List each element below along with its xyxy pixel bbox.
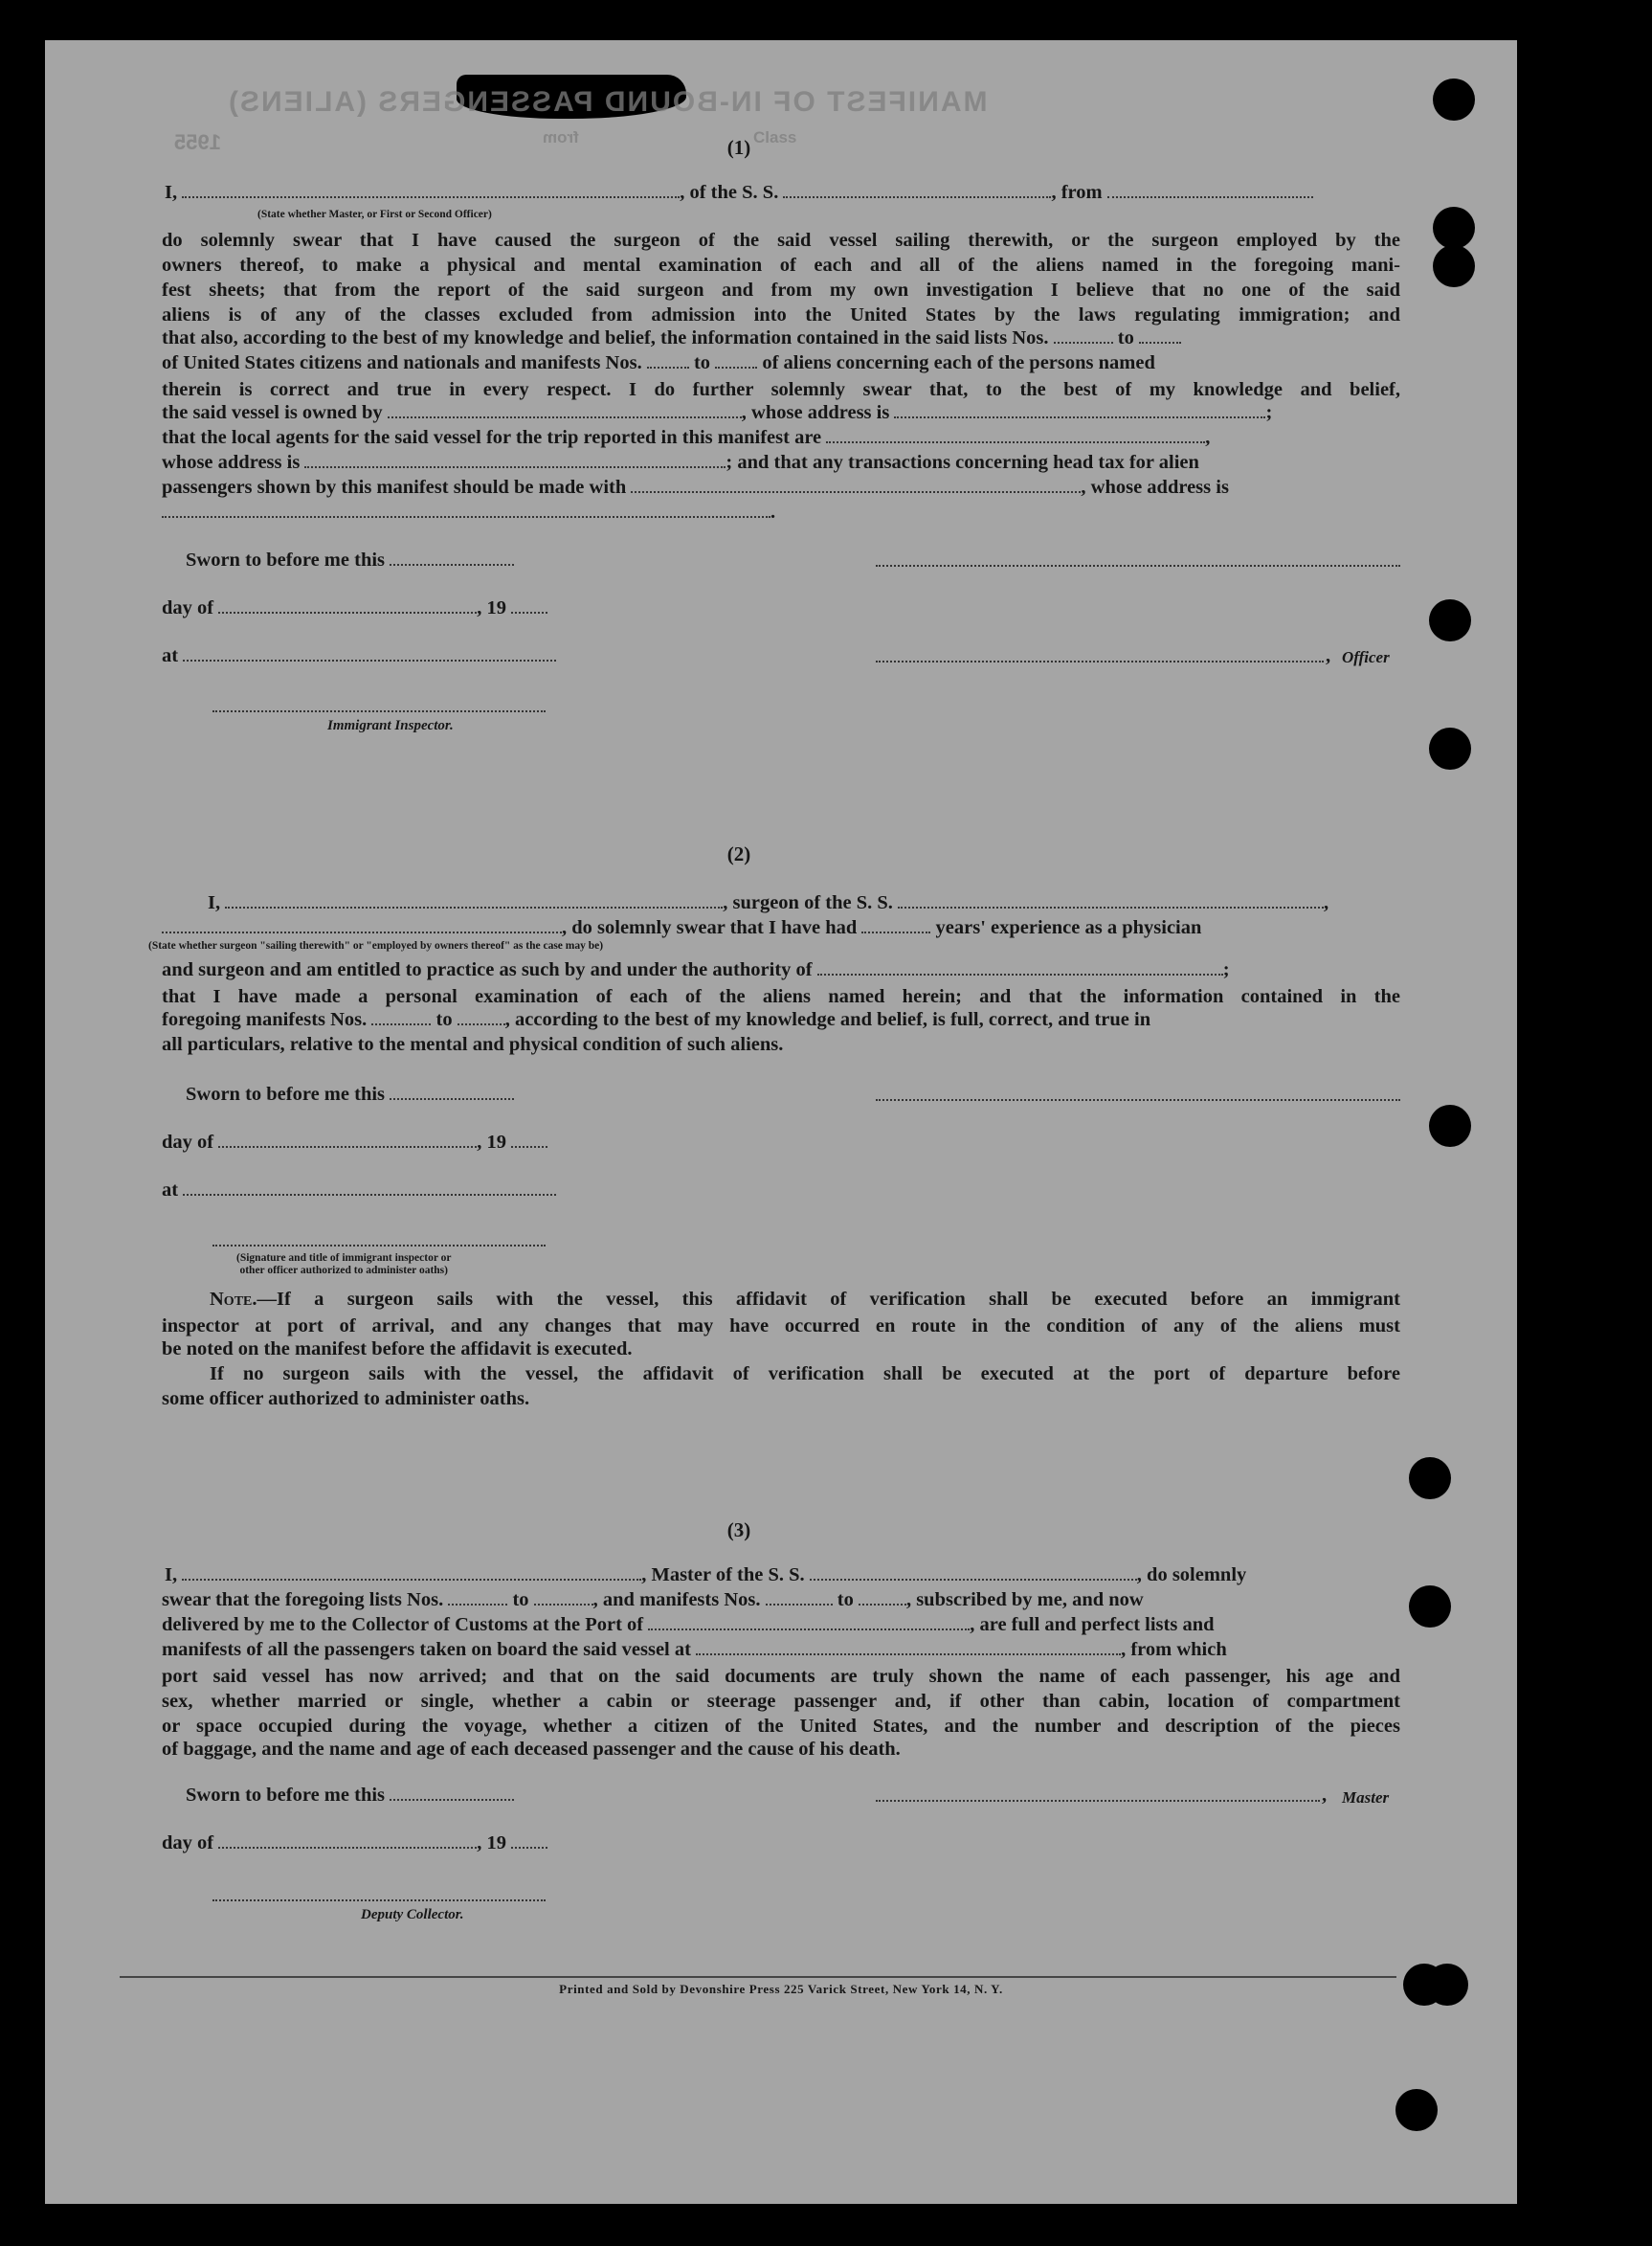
- s3-sworn-date-field[interactable]: [390, 1786, 514, 1801]
- s1-inspector-title: Immigrant Inspector.: [327, 718, 454, 733]
- s3-body-line: or space occupied during the voyage, whether a citizen of the United States, and the number and description of the pieces: [162, 1716, 1400, 1737]
- form-sheet: [45, 40, 1517, 2204]
- s3-manifests-to-field[interactable]: [859, 1590, 906, 1606]
- printer-imprint: Printed and Sold by Devonshire Press 225 Varick Street, New York 14, N. Y.: [559, 1982, 1003, 1996]
- s2-note-line: Note.—If a surgeon sails with the vessel, this affidavit of verification shall be executed before an immigrant: [210, 1289, 1400, 1310]
- s2-signature-caption: (Signature and title of immigrant inspector or other officer authorized to administer oaths): [236, 1252, 452, 1276]
- punch-hole: [1409, 1457, 1451, 1499]
- s1-agents-field[interactable]: [826, 428, 1205, 443]
- s1-from-port-field[interactable]: [1107, 183, 1313, 198]
- s1-owner-address-field[interactable]: [894, 403, 1265, 418]
- s1-officer-caption: (State whether Master, or First or Second Officer): [257, 209, 492, 220]
- s1-at-label: at: [162, 645, 556, 667]
- s3-lists-from-field[interactable]: [448, 1590, 507, 1606]
- s1-day-of-label: day of , 19: [162, 597, 547, 619]
- s3-manifests-from-field[interactable]: [766, 1590, 833, 1606]
- s3-day-of-field[interactable]: [218, 1833, 477, 1849]
- s3-vessel-name-field[interactable]: [810, 1565, 1137, 1581]
- s2-year-field[interactable]: [511, 1133, 547, 1148]
- s2-years-field[interactable]: [861, 918, 930, 933]
- s1-agents-line: that the local agents for the said vessel for the trip reported in this manifest are ,: [162, 427, 1211, 448]
- punch-hole: [1426, 1964, 1468, 2006]
- section-2-heading: (2): [726, 842, 751, 865]
- s2-surgeon-status-field[interactable]: [162, 918, 562, 933]
- s3-master-name-field[interactable]: [182, 1565, 641, 1581]
- s2-manifests-line: foregoing manifests Nos. to , according to the best of my knowledge and belief, is full, correct, and true in: [162, 1009, 1151, 1030]
- s2-body-line: all particulars, relative to the mental and physical condition of such aliens.: [162, 1034, 784, 1055]
- s1-sworn-label: Sworn to before me this: [186, 550, 514, 572]
- s3-port-line: delivered by me to the Collector of Customs at the Port of , are full and perfect lists and: [162, 1614, 1215, 1635]
- s2-manifests-from-field[interactable]: [371, 1010, 431, 1025]
- s1-lists-from-field[interactable]: [1054, 328, 1113, 344]
- s2-at-label: at: [162, 1179, 556, 1202]
- note-label: Note.: [210, 1289, 257, 1310]
- section-1-heading: (1): [726, 136, 751, 159]
- punch-hole: [1433, 245, 1475, 287]
- s3-year-field[interactable]: [511, 1833, 547, 1849]
- s1-officer-name-field[interactable]: [182, 183, 680, 198]
- s3-master-line: I, , Master of the S. S. , do solemnly: [165, 1564, 1247, 1585]
- bleed-through-year: 1955: [174, 130, 221, 154]
- s1-headtax-party-field[interactable]: [631, 478, 1081, 493]
- s3-body-line: of baggage, and the name and age of each deceased passenger and the cause of his death.: [162, 1739, 901, 1760]
- punch-hole: [1429, 599, 1471, 641]
- s1-body-line: owners thereof, to make a physical and mental examination of each and all of the aliens named in the foregoing mani-: [162, 255, 1400, 276]
- s1-year-field[interactable]: [511, 598, 547, 614]
- s1-inspector-signature-line[interactable]: [212, 710, 546, 712]
- s1-manifests-line: of United States citizens and nationals and manifests Nos. to of aliens concerning each of the persons named: [162, 352, 1155, 373]
- bleed-through-from: from: [543, 128, 579, 146]
- s3-master-comma: ,: [1322, 1785, 1328, 1806]
- s1-agent-address-line: whose address is ; and that any transactions concerning head tax for alien: [162, 452, 1199, 473]
- s1-body-line: fest sheets; that from the report of the said surgeon and from my own investigation I believe that no one of the said: [162, 280, 1400, 301]
- s2-note-line: be noted on the manifest before the affidavit is executed.: [162, 1338, 633, 1359]
- s1-officer-comma: ,: [1326, 645, 1331, 666]
- s1-sworn-date-field[interactable]: [390, 550, 514, 566]
- s1-headtax-address-line: .: [162, 502, 775, 524]
- s1-manifests-from-field[interactable]: [647, 353, 689, 369]
- s2-inspector-signature-line[interactable]: [212, 1245, 546, 1247]
- s2-sworn-label: Sworn to before me this: [186, 1084, 514, 1106]
- s3-sworn-label: Sworn to before me this: [186, 1785, 514, 1807]
- s3-lists-line: swear that the foregoing lists Nos. to , and manifests Nos. to , subscribed by me, and now: [162, 1589, 1144, 1610]
- s1-agent-address-field[interactable]: [304, 453, 726, 468]
- s1-officer-signature-top[interactable]: [876, 565, 1400, 567]
- s2-day-of-field[interactable]: [218, 1133, 477, 1148]
- bleed-through-title: MANIFEST OF IN-BOUND PASSENGERS (ALIENS): [227, 86, 988, 118]
- punch-hole: [1409, 1585, 1451, 1628]
- s3-deputy-collector-title: Deputy Collector.: [361, 1907, 464, 1922]
- s3-day-of-label: day of , 19: [162, 1832, 547, 1854]
- s1-day-of-field[interactable]: [218, 598, 477, 614]
- s2-day-of-label: day of , 19: [162, 1132, 547, 1154]
- s3-body-line: sex, whether married or single, whether a cabin or steerage passenger and, if other than cabin, location of compartment: [162, 1691, 1400, 1712]
- s3-master-signature-line[interactable]: [876, 1800, 1320, 1802]
- s3-body-line: port said vessel has now arrived; and that on the said documents are truly shown the name of each passenger, his age and: [162, 1666, 1400, 1687]
- punch-hole: [1433, 79, 1475, 121]
- s2-at-field[interactable]: [183, 1180, 556, 1196]
- s1-headtax-line: passengers shown by this manifest should be made with , whose address is: [162, 477, 1229, 498]
- s3-embark-line: manifests of all the passengers taken on board the said vessel at , from which: [162, 1639, 1227, 1660]
- s1-manifests-to-field[interactable]: [715, 353, 757, 369]
- s3-port-field[interactable]: [648, 1615, 970, 1630]
- punch-hole: [1433, 207, 1475, 249]
- s1-at-field[interactable]: [183, 646, 556, 662]
- s2-body-line: that I have made a personal examination of each of the aliens named herein; and that the information contained in the: [162, 986, 1400, 1007]
- s3-collector-signature-line[interactable]: [212, 1899, 546, 1901]
- s1-lists-to-field[interactable]: [1139, 328, 1181, 344]
- s2-vessel-name-field[interactable]: [898, 893, 1324, 909]
- s2-note2-line: If no surgeon sails with the vessel, the affidavit of verification shall be executed at the port of departure before: [210, 1363, 1400, 1384]
- s2-experience-line: , do solemnly swear that I have had years' experience as a physician: [162, 917, 1201, 939]
- punch-hole: [1429, 728, 1471, 770]
- s2-sworn-date-field[interactable]: [390, 1085, 514, 1100]
- s1-headtax-address-field[interactable]: [162, 503, 770, 518]
- s1-lists-line: that also, according to the best of my knowledge and belief, the information contained in the said lists Nos. to: [162, 327, 1181, 349]
- s2-note2-line: some officer authorized to administer oaths.: [162, 1388, 530, 1409]
- s1-owner-field[interactable]: [388, 403, 742, 418]
- bleed-through-class: Class: [753, 128, 797, 146]
- footer-rule: [120, 1976, 1396, 1978]
- s1-i-label: I, , of the S. S. , from: [165, 182, 1313, 204]
- s1-vessel-name-field[interactable]: [783, 183, 1051, 198]
- s3-lists-to-field[interactable]: [534, 1590, 593, 1606]
- punch-hole: [1429, 1105, 1471, 1147]
- s2-surgeon-caption: (State whether surgeon "sailing therewith" or "employed by owners thereof" as the case may be): [148, 940, 604, 952]
- section-3-heading: (3): [726, 1518, 751, 1541]
- s2-authority-line: and surgeon and am entitled to practice as such by and under the authority of ;: [162, 959, 1230, 980]
- s2-surgeon-name-field[interactable]: [225, 893, 723, 909]
- s2-note-line: inspector at port of arrival, and any changes that may have occurred en route in the condition of any of the aliens must: [162, 1315, 1400, 1336]
- s1-body-line: aliens is of any of the classes excluded from admission into the United States by the laws regulating immigration; and: [162, 304, 1400, 326]
- s2-surgeon-line: I, , surgeon of the S. S. ,: [208, 892, 1329, 913]
- punch-hole: [1395, 2089, 1438, 2131]
- s1-body-line: do solemnly swear that I have caused the surgeon of the said vessel sailing therewith, or the surgeon employed by the: [162, 230, 1400, 251]
- s3-embark-port-field[interactable]: [696, 1640, 1121, 1655]
- s1-owner-line: the said vessel is owned by , whose address is ;: [162, 402, 1273, 423]
- s2-surgeon-signature-line[interactable]: [876, 1099, 1400, 1101]
- s1-officer-title: Officer: [1342, 648, 1390, 666]
- s2-authority-field[interactable]: [817, 960, 1223, 976]
- s1-officer-signature-line[interactable]: [876, 661, 1324, 663]
- s2-manifests-to-field[interactable]: [458, 1010, 505, 1025]
- s3-master-title: Master: [1342, 1788, 1390, 1807]
- s1-body-line: therein is correct and true in every respect. I do further solemnly swear that, to the best of my knowledge and belief,: [162, 379, 1400, 400]
